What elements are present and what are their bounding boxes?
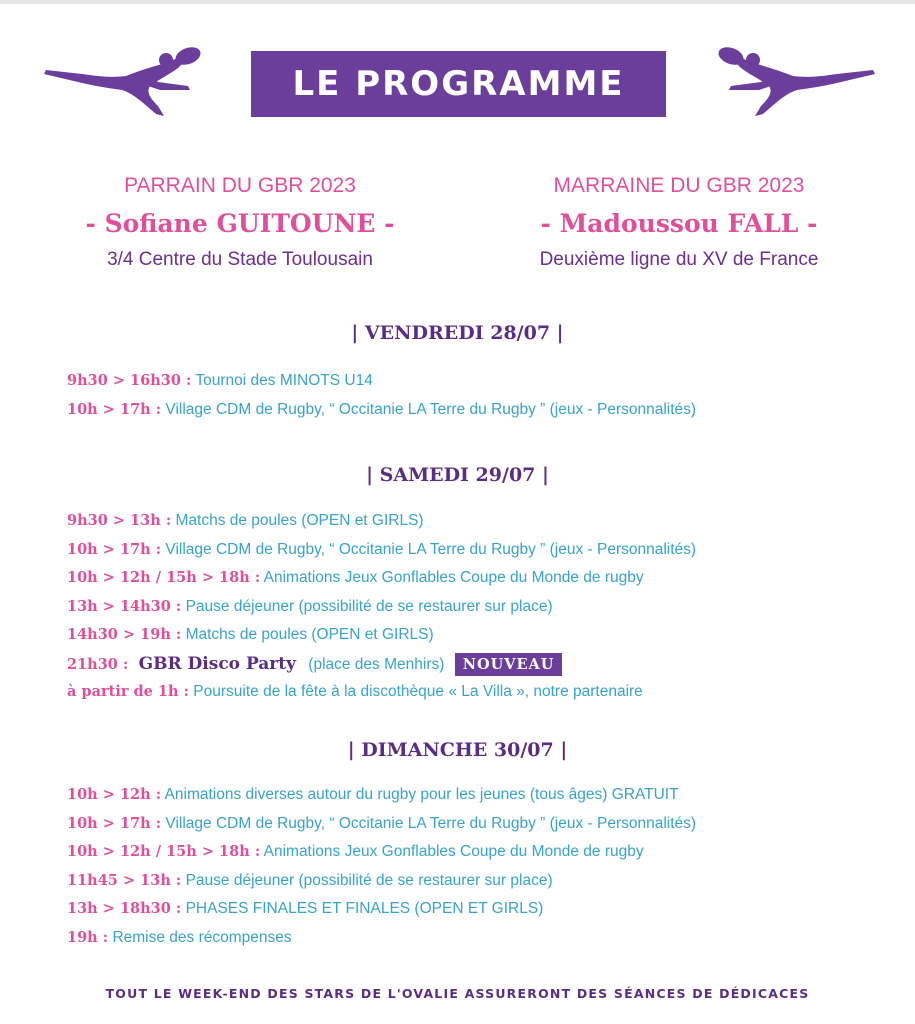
schedule-time: 9h30 > 16h30 : xyxy=(67,372,192,389)
schedule-desc: Pause déjeuner (possibilité de se restaurer sur place) xyxy=(185,871,553,889)
schedule-desc: Pause déjeuner (possibilité de se restaurer sur place) xyxy=(185,597,553,615)
day-header-samedi: | SAMEDI 29/07 | xyxy=(366,464,549,486)
schedule-desc: Tournoi des MINOTS U14 xyxy=(195,372,373,389)
schedule-row xyxy=(67,367,696,396)
page-title: LE PROGRAMME xyxy=(251,51,666,117)
schedule-time: 10h > 12h / 15h > 18h : xyxy=(67,843,261,860)
schedule-time: 11h45 > 13h : xyxy=(67,871,182,889)
schedule-desc: Village CDM de Rugby, “ Occitanie LA Terre du Rugby ” (jeux - Personnalités) xyxy=(165,400,697,418)
schedule-desc: Village CDM de Rugby, “ Occitanie LA Terre du Rugby ” (jeux - Personnalités) xyxy=(165,814,697,832)
parrain-name: - Sofiane GUITOUNE - xyxy=(85,209,395,238)
disco-party-place: (place des Menhirs) xyxy=(308,655,445,673)
schedule-time: 9h30 > 13h : xyxy=(67,512,172,529)
schedule-desc: Matchs de poules (OPEN et GIRLS) xyxy=(185,626,434,643)
parrain-block xyxy=(20,172,460,274)
schedule-time: 13h > 18h30 : xyxy=(67,900,182,917)
schedule-time: 10h > 12h : xyxy=(67,786,162,803)
schedule-row xyxy=(67,396,696,425)
schedule-row xyxy=(67,867,696,896)
schedule-time: à partir de 1h : xyxy=(67,683,189,700)
schedule-desc: Matchs de poules (OPEN et GIRLS) xyxy=(175,512,424,529)
marraine-role: MARRAINE DU GBR 2023 xyxy=(553,174,805,197)
schedule-row xyxy=(67,838,696,867)
schedule-desc: Village CDM de Rugby, “ Occitanie LA Terre du Rugby ” (jeux - Personnalités) xyxy=(165,540,697,558)
schedule-time: 10h > 17h : xyxy=(67,540,162,558)
schedule-desc: Poursuite de la fête à la discothèque « La Villa », notre partenaire xyxy=(193,683,643,700)
schedule-time: 21h30 : xyxy=(67,655,129,673)
marraine-block xyxy=(459,172,899,274)
schedule-row xyxy=(67,621,696,650)
schedule-row xyxy=(67,507,696,536)
schedule-row xyxy=(67,536,696,565)
rugby-player-diving-icon xyxy=(716,42,881,122)
schedule-time: 10h > 17h : xyxy=(67,814,162,832)
schedule-time: 10h > 12h / 15h > 18h : xyxy=(67,569,261,586)
schedule-row xyxy=(67,781,696,810)
schedule-row xyxy=(67,593,696,622)
schedule-vendredi xyxy=(67,367,696,424)
schedule-row xyxy=(67,924,696,953)
top-divider xyxy=(0,0,915,4)
marraine-desc: Deuxième ligne du XV de France xyxy=(539,249,819,270)
schedule-row xyxy=(67,564,696,593)
parrain-desc: 3/4 Centre du Stade Toulousain xyxy=(107,249,373,270)
schedule-time: 19h : xyxy=(67,928,109,946)
schedule-time: 14h30 > 19h : xyxy=(67,626,182,643)
day-header-dimanche: | DIMANCHE 30/07 | xyxy=(347,739,568,761)
schedule-desc: Animations Jeux Gonflables Coupe du Monde de rugby xyxy=(263,569,644,586)
schedule-desc: Animations diverses autour du rugby pour les jeunes (tous âges) GRATUIT xyxy=(164,786,679,803)
schedule-time: 10h > 17h : xyxy=(67,400,162,418)
schedule-samedi xyxy=(67,507,696,707)
schedule-row xyxy=(67,895,696,924)
schedule-desc: PHASES FINALES ET FINALES (OPEN ET GIRLS) xyxy=(185,900,544,917)
disco-party-title: GBR Disco Party xyxy=(138,653,296,674)
parrain-role: PARRAIN DU GBR 2023 xyxy=(124,174,356,197)
schedule-desc: Animations Jeux Gonflables Coupe du Monde de rugby xyxy=(263,843,644,860)
day-header-vendredi: | VENDREDI 28/07 | xyxy=(351,322,564,344)
schedule-row xyxy=(67,810,696,839)
schedule-desc: Remise des récompenses xyxy=(112,928,292,946)
schedule-row-disco xyxy=(67,650,696,679)
marraine-name: - Madoussou FALL - xyxy=(540,209,818,238)
rugby-player-diving-icon xyxy=(38,42,203,122)
footer-dedicaces: TOUT LE WEEK-END DES STARS DE L'OVALIE ASSURERONT DES SÉANCES DE DÉDICACES xyxy=(105,986,810,1001)
schedule-row xyxy=(67,678,696,707)
schedule-dimanche xyxy=(67,781,696,952)
new-badge: NOUVEAU xyxy=(455,653,563,676)
schedule-time: 13h > 14h30 : xyxy=(67,597,182,615)
